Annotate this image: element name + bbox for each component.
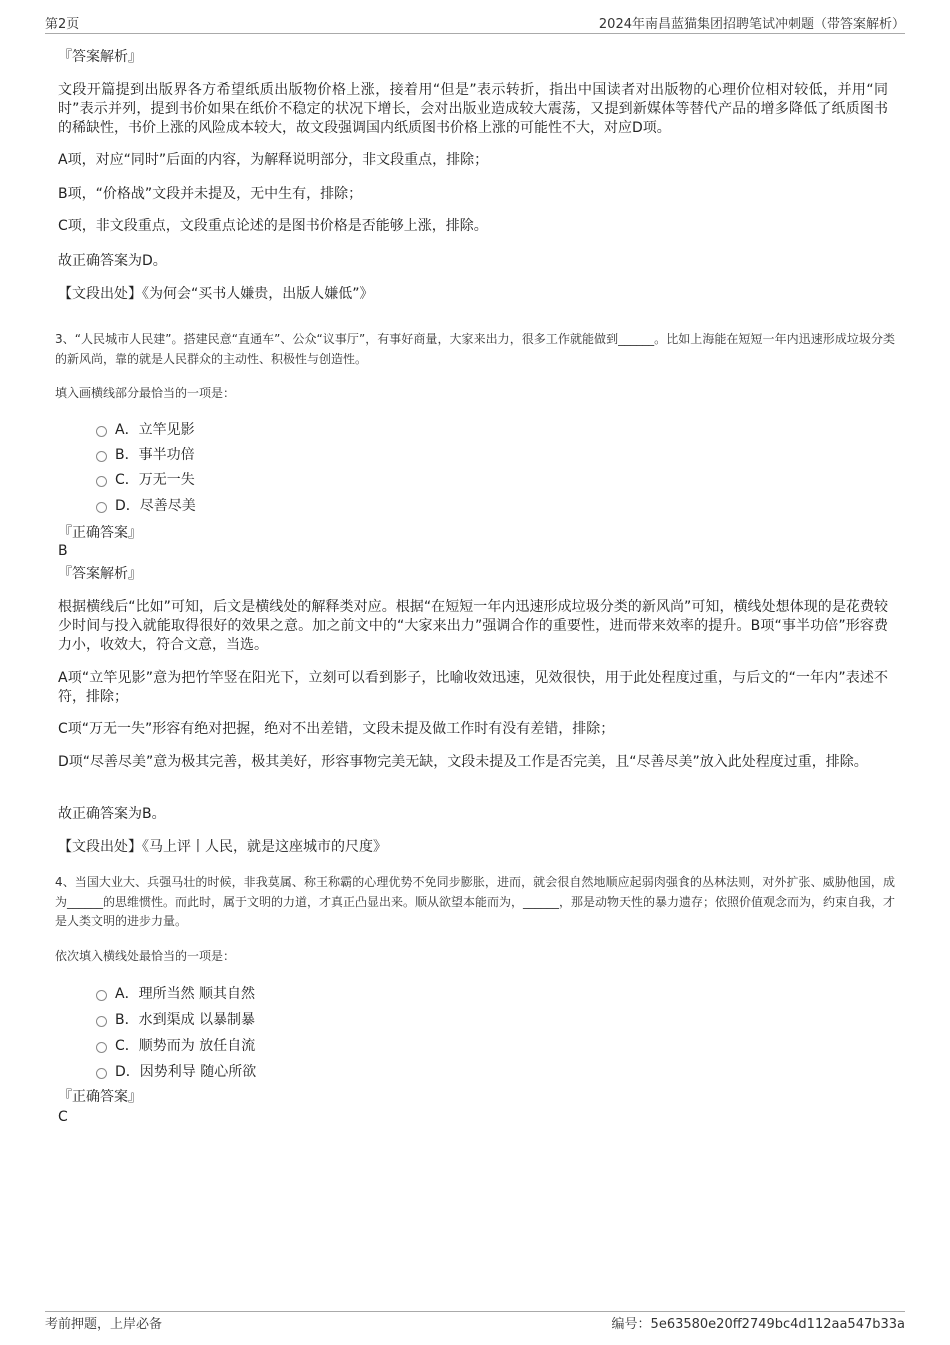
source-citation: 【文段出处】《为何会“买书人嫌贵，出版人嫌低”》	[58, 286, 374, 302]
analysis-option-b: B项，“价格战”文段并未提及，无中生有，排除；	[58, 186, 363, 202]
analysis-option-d: D项“尽善尽美”意为极其完善，极其美好，形容事物完美无缺，文段未提及工作是否完美，且“尽善尽美”放入此处程度过重，排除。	[58, 754, 868, 770]
header-divider	[45, 33, 905, 34]
correct-answer: C	[58, 1109, 68, 1125]
radio-icon[interactable]	[96, 990, 107, 1001]
question-3-stem: 3、“人民城市人民建”。搭建民意“直通车”、公众“议事厅”，有事好商量，大家来出力，很多工作就能做到______。比如上海能在短短一年内迅速形成垃圾分类的新风尚，靠的就是人民群众的主动性、积极性与创造性。	[55, 332, 895, 366]
q3-option-b[interactable]	[96, 444, 195, 464]
option-label: B．水到渠成 以暴制暴	[115, 1012, 256, 1028]
analysis-paragraph: 根据横线后“比如”可知，后文是横线处的解释类对应。根据“在短短一年内迅速形成垃圾分类的新风尚”可知，横线处想体现的是花费较少时间与投入就能取得很好的效果之意。加之前文中的“大家来出力”强调合作的重要性，进而带来效率的提升。B项“事半功倍”形容费力小，收效大，符合文意，当选。	[58, 599, 888, 653]
q3-option-d[interactable]	[96, 495, 196, 515]
q4-option-b[interactable]	[96, 1009, 255, 1029]
document-code: 编号：5e63580e20ff2749bc4d112aa547b33a	[611, 1317, 905, 1332]
q4-option-a[interactable]	[96, 983, 255, 1003]
option-label: A．立竿见影	[115, 422, 195, 438]
question-4-prompt: 依次填入横线处最恰当的一项是：	[55, 949, 236, 963]
radio-icon[interactable]	[96, 1042, 107, 1053]
analysis-option-a: A项，对应“同时”后面的内容，为解释说明部分，非文段重点，排除；	[58, 152, 489, 168]
q3-option-c[interactable]	[96, 469, 195, 489]
radio-icon[interactable]	[96, 451, 107, 462]
page-number: 第2页	[45, 17, 80, 32]
q3-option-a[interactable]	[96, 419, 195, 439]
correct-answer-label: 『正确答案』	[58, 1089, 142, 1105]
radio-icon[interactable]	[96, 502, 107, 513]
q4-option-d[interactable]	[96, 1061, 256, 1081]
option-label: A．理所当然 顺其自然	[115, 986, 256, 1002]
q4-option-c[interactable]	[96, 1035, 255, 1055]
document-title: 2024年南昌蓝猫集团招聘笔试冲刺题（带答案解析）	[598, 17, 905, 32]
correct-answer: B	[58, 543, 68, 559]
answer-statement: 故正确答案为B。	[58, 806, 166, 822]
correct-answer-label: 『正确答案』	[58, 525, 142, 541]
answer-statement: 故正确答案为D。	[58, 253, 167, 269]
option-label: D．因势利导 随心所欲	[115, 1064, 257, 1080]
option-label: D．尽善尽美	[115, 498, 196, 514]
question-4-stem: 4、当国大业大、兵强马壮的时候，非我莫属、称王称霸的心理优势不免同步膨胀，进而，就会很自然地顺应起弱肉强食的丛林法则，对外扩张、威胁他国，成为______的思维惯性。而此时，属于文明的力道，才真正凸显出来。顺从欲望本能而为，______，那是动物天性的暴力遗存；依照价值观念而为，约束自我，才是人类文明的进步力量。	[55, 875, 896, 928]
radio-icon[interactable]	[96, 1068, 107, 1079]
analysis-option-a: A项“立竿见影”意为把竹竿竖在阳光下，立刻可以看到影子，比喻收效迅速，见效很快，用于此处程度过重，与后文的“一年内”表述不符，排除；	[58, 670, 888, 705]
footer-slogan: 考前押题，上岸必备	[45, 1317, 163, 1332]
analysis-paragraph: 文段开篇提到出版界各方希望纸质出版物价格上涨，接着用“但是”表示转折，指出中国读者对出版物的心理价位相对较低，并用“同时”表示并列，提到书价如果在纸价不稳定的状况下增长，会对出版业造成较大震荡，又提到新媒体等替代产品的增多降低了纸质图书的稀缺性，书价上涨的风险成本较大，故文段强调国内纸质图书价格上涨的可能性不大，对应D项。	[58, 82, 888, 136]
source-citation: 【文段出处】《马上评丨人民，就是这座城市的尺度》	[58, 839, 387, 855]
option-label: C．万无一失	[115, 472, 195, 488]
option-label: B．事半功倍	[115, 447, 195, 463]
radio-icon[interactable]	[96, 476, 107, 487]
option-label: C．顺势而为 放任自流	[115, 1038, 256, 1054]
footer-divider	[45, 1311, 905, 1312]
question-3-prompt: 填入画横线部分最恰当的一项是：	[55, 386, 236, 400]
radio-icon[interactable]	[96, 1016, 107, 1027]
analysis-label: 『答案解析』	[58, 49, 142, 65]
radio-icon[interactable]	[96, 426, 107, 437]
analysis-option-c: C项“万无一失”形容有绝对把握，绝对不出差错，文段未提及做工作时有没有差错，排除；	[58, 721, 615, 737]
analysis-option-c: C项，非文段重点，文段重点论述的是图书价格是否能够上涨，排除。	[58, 218, 488, 234]
analysis-label: 『答案解析』	[58, 566, 142, 582]
